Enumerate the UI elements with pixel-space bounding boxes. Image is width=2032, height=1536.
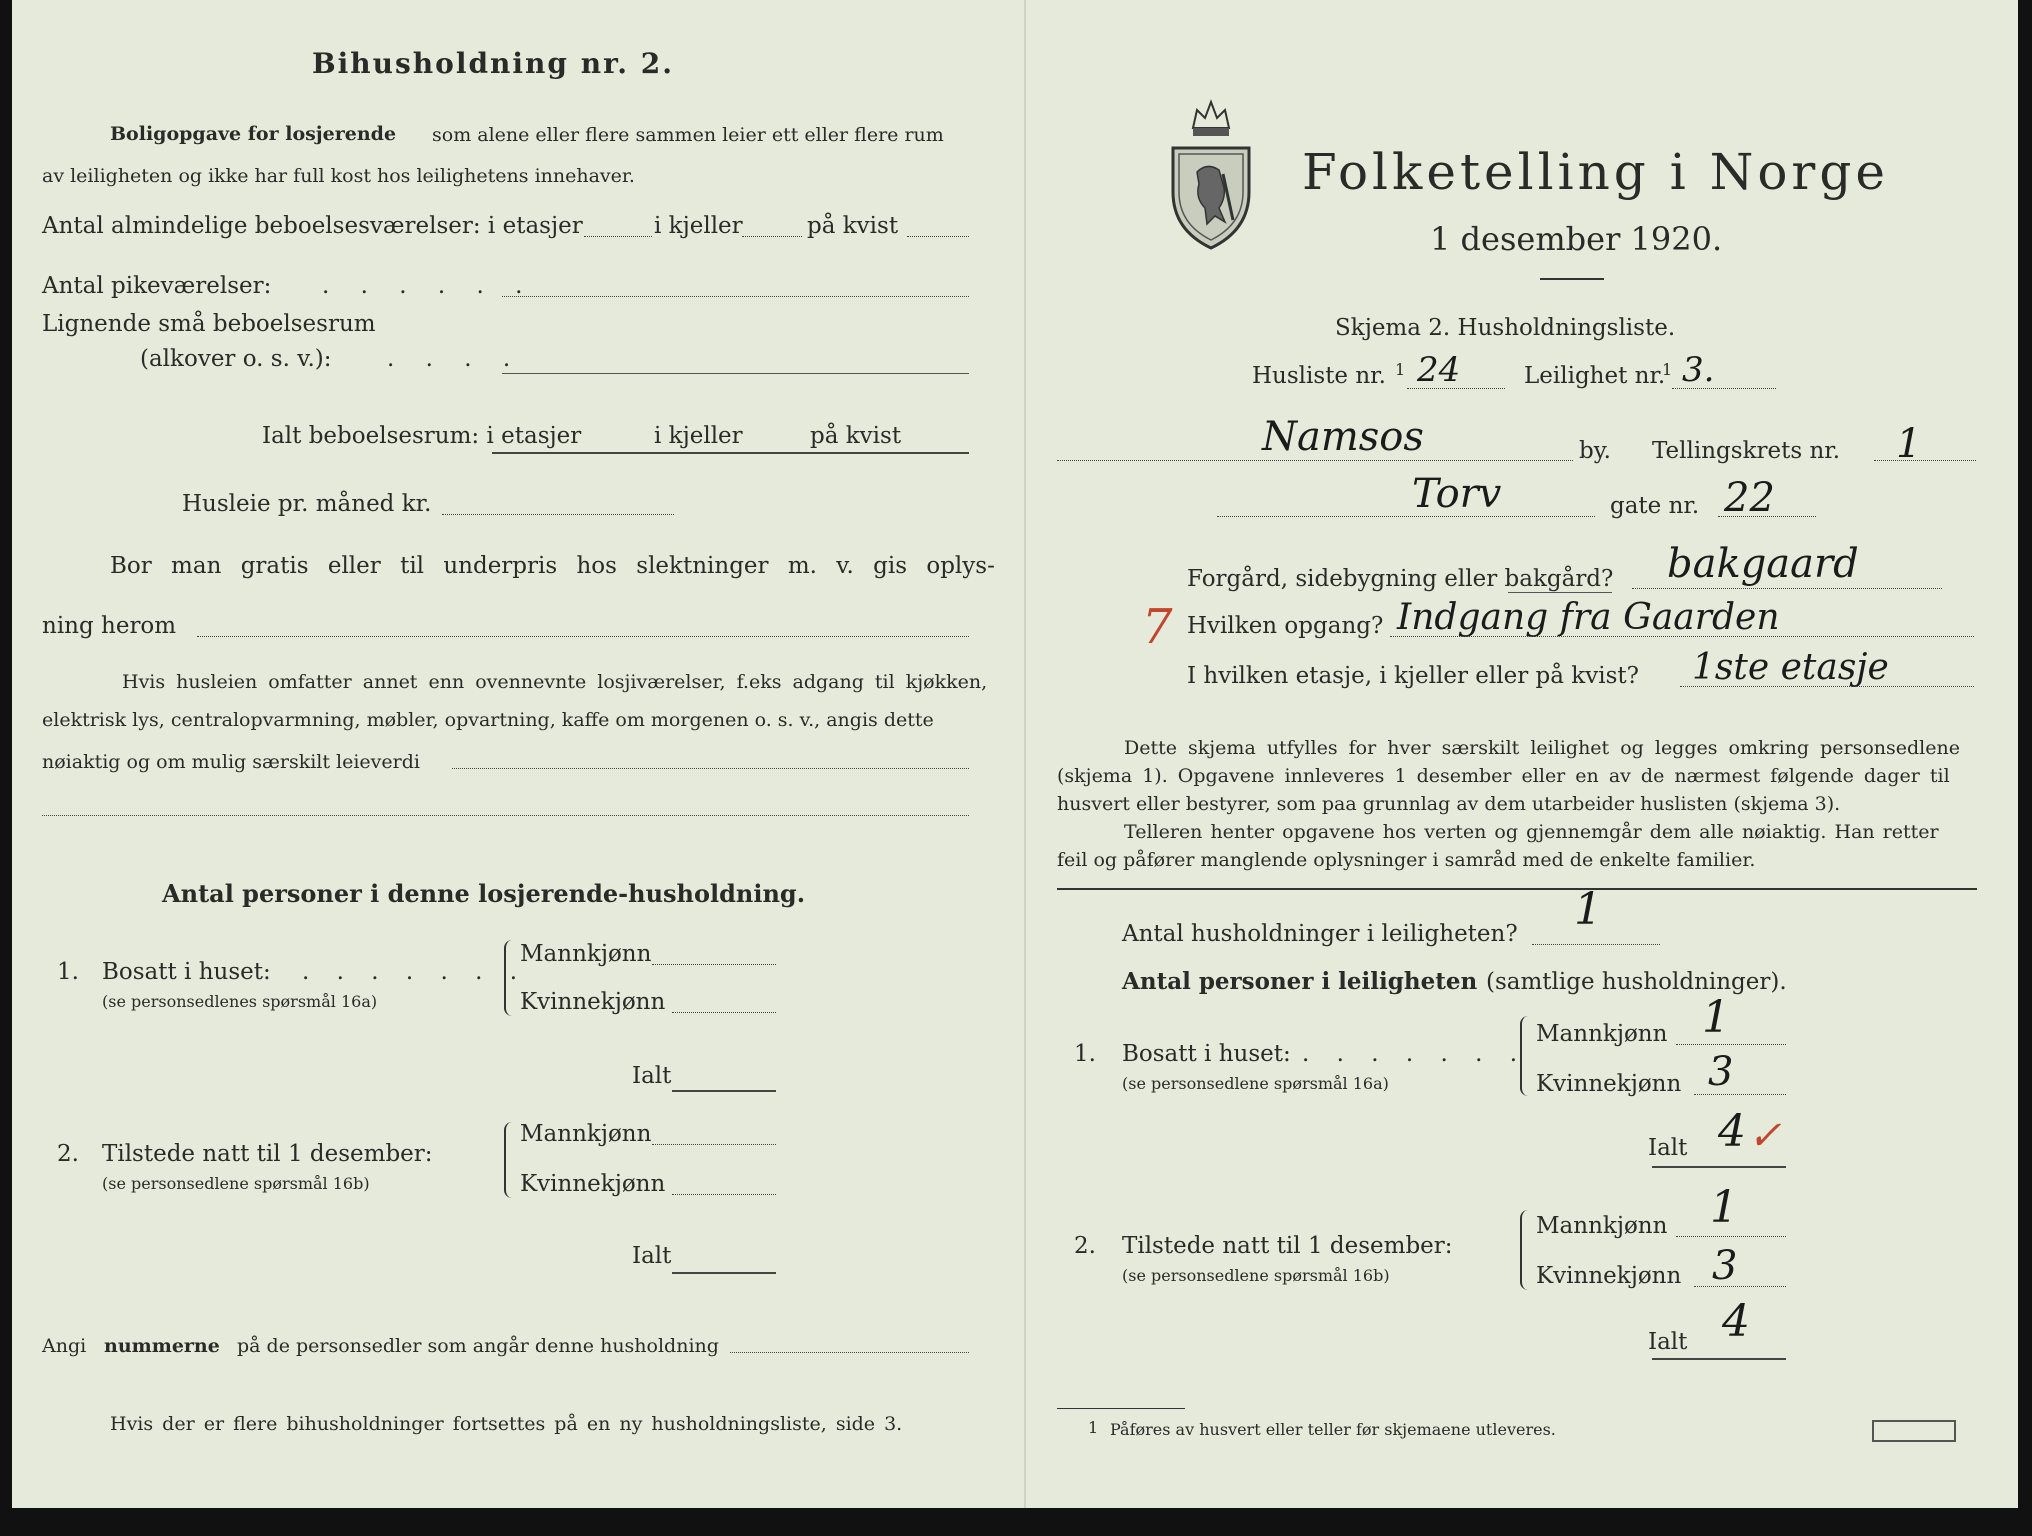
- res-total-line: [1652, 1166, 1786, 1168]
- numbers-bold: nummerne: [104, 1335, 220, 1357]
- res-total-check: ✓: [1748, 1113, 1782, 1159]
- left-present-total-line: [672, 1272, 776, 1274]
- res-total-value[interactable]: 4: [1718, 1106, 1746, 1157]
- right-persons-heading: Antal personer i leiligheten: [1122, 968, 1478, 995]
- left-resident-num: 1.: [57, 959, 79, 985]
- left-present-female-line: [672, 1194, 776, 1195]
- left-present-male: Mannkjønn: [520, 1121, 652, 1147]
- instruction-5: feil og påfører manglende oplysninger i samråd med de enkelte familier.: [1057, 849, 1756, 871]
- left-present-sub: (se personsedlene spørsmål 16b): [102, 1174, 370, 1193]
- forgaard-value[interactable]: bakgaard: [1667, 541, 1859, 587]
- total-rooms-kvist: på kvist: [810, 423, 902, 449]
- footnote-mark: 1: [1088, 1418, 1099, 1437]
- rooms-label: Antal almindelige beboelsesværelser: i etasjer: [42, 213, 583, 239]
- right-resident-male: Mannkjønn: [1536, 1021, 1668, 1047]
- rent-note-line: [452, 768, 969, 769]
- census-form-sheet: [12, 0, 2018, 1508]
- leilighet-line: [1672, 388, 1776, 389]
- left-resident-male: Mannkjønn: [520, 941, 652, 967]
- rooms-kjeller-label: i kjeller: [654, 213, 743, 239]
- gate-value[interactable]: 22: [1724, 475, 1775, 521]
- free-housing-line: [197, 636, 969, 637]
- leilighet-label: Leilighet nr.: [1524, 363, 1666, 389]
- households-value[interactable]: 1: [1574, 884, 1602, 935]
- etasje-value[interactable]: 1ste etasje: [1692, 647, 1889, 688]
- left-resident-total-line: [672, 1090, 776, 1092]
- households-label: Antal husholdninger i leiligheten?: [1122, 921, 1518, 947]
- by-label: by.: [1579, 438, 1611, 464]
- left-resident-dots: . . . . . . .: [302, 959, 528, 985]
- right-persons-heading-rest: (samtlige husholdninger).: [1486, 969, 1787, 995]
- total-rooms-kjeller: i kjeller: [654, 423, 743, 449]
- footnote-rule: [1057, 1408, 1185, 1409]
- tellingskrets-line: [1874, 460, 1976, 461]
- main-title: Folketelling i Norge: [1302, 143, 1889, 201]
- husliste-label: Husliste nr.: [1252, 363, 1386, 389]
- gate-line: [1718, 516, 1816, 517]
- left-resident-brace: [504, 940, 512, 1016]
- left-present-brace: [504, 1122, 512, 1198]
- left-resident-male-line: [652, 964, 776, 965]
- footnote-text: Påføres av husvert eller teller før skjemaene utleveres.: [1110, 1420, 1556, 1439]
- right-resident-sub: (se personsedlene spørsmål 16a): [1122, 1074, 1389, 1093]
- left-present-label: Tilstede natt til 1 desember:: [102, 1141, 433, 1167]
- maid-rooms-dots: . . . . . .: [322, 273, 535, 299]
- instruction-1: Dette skjema utfylles for hver særskilt leilighet og legges omkring personsedlene: [1124, 737, 1960, 759]
- total-rooms-line: [492, 452, 969, 454]
- instruction-2: (skjema 1). Opgavene innleveres 1 desember eller en av de nærmest følgende dager til: [1057, 765, 1950, 787]
- continue-note: Hvis der er flere bihusholdninger fortsettes på en ny husholdningsliste, side 3.: [110, 1413, 903, 1435]
- left-resident-total: Ialt: [632, 1063, 672, 1089]
- intro-line-1: som alene eller flere sammen leier ett eller flere rum: [432, 124, 944, 146]
- city-line: [1057, 460, 1573, 461]
- right-present-brace: [1520, 1210, 1528, 1290]
- pres-male-line: [1676, 1236, 1786, 1237]
- numbers-post: på de personsedler som angår denne husholdning: [237, 1335, 719, 1357]
- numbers-pre: Angi: [42, 1335, 87, 1357]
- intro-bold: Boligopgave for losjerende: [110, 123, 397, 145]
- right-present-num: 2.: [1074, 1233, 1096, 1259]
- left-present-total: Ialt: [632, 1243, 672, 1269]
- intro-line-2: av leiligheten og ikke har full kost hos leilighetens innehaver.: [42, 165, 635, 187]
- left-present-num: 2.: [57, 1141, 79, 1167]
- page-fold: [1024, 0, 1026, 1508]
- right-present-female: Kvinnekjønn: [1536, 1263, 1682, 1289]
- left-present-male-line: [652, 1144, 776, 1145]
- maid-rooms-line: [502, 296, 969, 297]
- pres-total-value[interactable]: 4: [1722, 1296, 1750, 1347]
- instruction-4: Telleren henter opgavene hos verten og gjennemgår dem alle nøiaktig. Han retter: [1124, 821, 1939, 843]
- res-male-value[interactable]: 1: [1702, 992, 1730, 1043]
- opgang-line: [1390, 636, 1974, 637]
- right-present-male: Mannkjønn: [1536, 1213, 1668, 1239]
- pres-female-line: [1694, 1286, 1786, 1287]
- left-present-female: Kvinnekjønn: [520, 1171, 666, 1197]
- husliste-value[interactable]: 24: [1417, 350, 1461, 390]
- etasje-label: I hvilken etasje, i kjeller eller på kvist?: [1187, 663, 1639, 689]
- left-resident-sub: (se personsedlenes spørsmål 16a): [102, 992, 378, 1011]
- schema-label: Skjema 2. Husholdningsliste.: [1335, 315, 1676, 341]
- etasje-line: [1680, 686, 1974, 687]
- margin-mark: 7: [1142, 599, 1173, 655]
- free-housing-2: ning herom: [42, 613, 177, 639]
- rent-note-1: Hvis husleien omfatter annet enn ovennevnte losjiværelser, f.eks adgang til kjøkken,: [122, 671, 988, 693]
- tellingskrets-value[interactable]: 1: [1896, 421, 1922, 467]
- households-line: [1532, 944, 1660, 945]
- left-resident-female: Kvinnekjønn: [520, 989, 666, 1015]
- right-resident-total: Ialt: [1648, 1135, 1688, 1161]
- husliste-line: [1407, 388, 1505, 389]
- printer-stamp: [1872, 1420, 1956, 1442]
- left-resident-female-line: [672, 1012, 776, 1013]
- gate-label: gate nr.: [1610, 493, 1700, 519]
- tellingskrets-label: Tellingskrets nr.: [1652, 438, 1841, 464]
- pres-male-value[interactable]: 1: [1710, 1182, 1738, 1233]
- right-present-sub: (se personsedlene spørsmål 16b): [1122, 1266, 1390, 1285]
- instructions-rule: [1057, 888, 1977, 890]
- rent-note-3: nøiaktig og om mulig særskilt leieverdi: [42, 751, 420, 773]
- rent-note-2: elektrisk lys, centralopvarmning, møbler, opvartning, kaffe om morgenen o. s. v., angis dette: [42, 709, 934, 731]
- rooms-kvist-line: [907, 236, 969, 237]
- opgang-label: Hvilken opgang?: [1187, 613, 1384, 639]
- right-resident-num: 1.: [1074, 1041, 1096, 1067]
- numbers-line: [730, 1352, 969, 1353]
- similar-rooms-line: [502, 373, 969, 374]
- husliste-footnote-mark: 1: [1395, 360, 1406, 379]
- instruction-3: husvert eller bestyrer, som paa grunnlag av dem utarbeider huslisten (skjema 3).: [1057, 793, 1841, 815]
- rent-line: [442, 514, 674, 515]
- forgaard-line: [1632, 588, 1942, 589]
- rooms-kvist-label: på kvist: [807, 213, 899, 239]
- norway-coat-of-arms-icon: [1167, 92, 1255, 252]
- free-housing-1: Bor man gratis eller til underpris hos slektninger m. v. gis oplys-: [110, 553, 995, 579]
- street-value[interactable]: Torv: [1412, 471, 1502, 517]
- pres-total-line: [1652, 1358, 1786, 1360]
- maid-rooms-label: Antal pikeværelser:: [42, 273, 272, 299]
- right-present-label: Tilstede natt til 1 desember:: [1122, 1233, 1453, 1259]
- left-title: Bihusholdning nr. 2.: [312, 47, 674, 80]
- similar-rooms-label-1: Lignende små beboelsesrum: [42, 311, 376, 337]
- res-female-line: [1694, 1094, 1786, 1095]
- leilighet-footnote-mark: 1: [1662, 360, 1673, 379]
- rooms-kjeller-line: [742, 236, 802, 237]
- street-line: [1217, 516, 1595, 517]
- city-value[interactable]: Namsos: [1262, 414, 1424, 460]
- right-resident-female: Kvinnekjønn: [1536, 1071, 1682, 1097]
- right-present-total: Ialt: [1648, 1329, 1688, 1355]
- forgaard-label: Forgård, sidebygning eller bakgård?: [1187, 566, 1614, 592]
- res-male-line: [1676, 1044, 1786, 1045]
- leilighet-value[interactable]: 3.: [1682, 350, 1715, 390]
- similar-rooms-dots: . . . .: [387, 346, 523, 372]
- rooms-etasjer-line: [584, 236, 652, 237]
- pres-female-value[interactable]: 3: [1712, 1243, 1738, 1289]
- res-female-value[interactable]: 3: [1708, 1049, 1734, 1095]
- rent-label: Husleie pr. måned kr.: [182, 491, 432, 517]
- opgang-value[interactable]: Indgang fra Gaarden: [1397, 597, 1780, 638]
- title-rule: [1540, 278, 1604, 280]
- bakgaard-underline: [1508, 592, 1612, 593]
- rent-note-line-2: [42, 815, 969, 816]
- right-resident-label: Bosatt i huset:: [1122, 1041, 1291, 1067]
- left-persons-heading: Antal personer i denne losjerende-husholdning.: [162, 879, 806, 908]
- total-rooms-label: Ialt beboelsesrum: i etasjer: [262, 423, 582, 449]
- right-resident-brace: [1520, 1016, 1528, 1096]
- similar-rooms-label-2: (alkover o. s. v.):: [140, 346, 332, 372]
- left-resident-label: Bosatt i huset:: [102, 959, 271, 985]
- census-date: 1 desember 1920.: [1430, 220, 1723, 258]
- right-resident-dots: . . . . . . .: [1302, 1041, 1528, 1067]
